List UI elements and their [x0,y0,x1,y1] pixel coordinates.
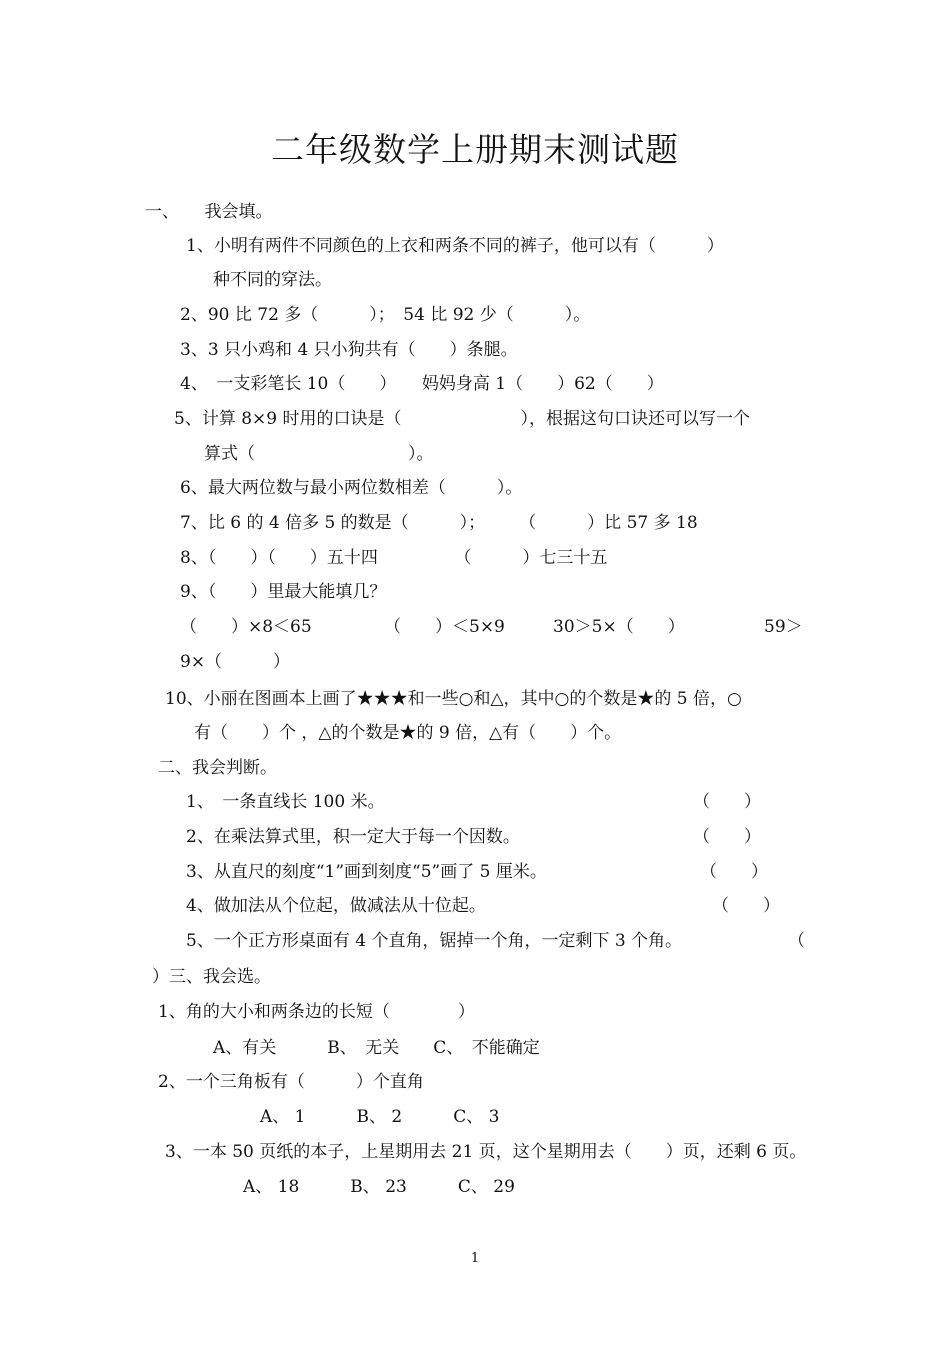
judge-item-1: 1、 一条直线长 100 米。 [186,792,385,812]
question-9-item-d-cont: 9×（ ） [180,652,291,672]
question-9-item-d: 59＞ [764,617,803,637]
choice-question-1: 1、角的大小和两条边的长短（ ） [158,1002,475,1022]
choice-question-3: 3、一本 50 页纸的本子，上星期用去 21 页，这个星期用去（ ）页，还剩 6 页。 [165,1142,807,1162]
choice-question-3-options: A、 18 B、 23 C、 29 [243,1177,515,1197]
question-7: 7、比 6 的 4 倍多 5 的数是（ ）； （ ）比 57 多 18 [180,513,698,533]
question-9-item-c: 30＞5×（ ） [553,617,685,637]
section-heading-choose: ）三、我会选。 [152,967,271,987]
question-5-line-2: 算式（ ）。 [204,444,434,464]
question-5-line-1: 5、计算 8×9 时用的口诀是（ ），根据这句口诀还可以写一个 [174,409,750,429]
question-2: 2、90 比 72 多（ ）； 54 比 92 少（ ）。 [180,305,591,325]
judge-item-4-paren: （ ） [712,896,780,916]
page-number: 1 [470,1251,480,1266]
question-9-item-b: （ ）＜5×9 [384,617,505,637]
choice-question-1-options: A、有关 B、 无关 C、 不能确定 [213,1038,540,1058]
judge-item-5: 5、一个正方形桌面有 4 个直角，锯掉一个角，一定剩下 3 个角。 [186,931,683,951]
question-9: 9、（ ）里最大能填几？ [180,582,387,602]
judge-item-1-paren: （ ） [693,792,761,812]
question-3: 3、3 只小鸡和 4 只小狗共有（ ）条腿。 [180,340,518,360]
judge-item-2-paren: （ ） [693,827,761,847]
question-9-item-a: （ ）×8＜65 [180,617,312,637]
judge-item-2: 2、在乘法算式里，积一定大于每一个因数。 [186,827,520,847]
question-6: 6、最大两位数与最小两位数相差（ ）。 [180,478,523,498]
choice-question-2: 2、一个三角板有（ ）个直角 [158,1072,424,1092]
section-heading-judge: 二、我会判断。 [158,758,277,778]
page-title: 二年级数学上册期末测试题 [271,130,679,169]
question-4: 4、 一支彩笔长 10（ ） 妈妈身高 1（ ）62（ ） [180,374,664,394]
judge-item-3: 3、从直尺的刻度“1”画到刻度“5”画了 5 厘米。 [186,862,547,882]
judge-item-3-paren: （ ） [700,862,768,882]
judge-item-4: 4、做加法从个位起，做减法从十位起。 [186,896,486,916]
question-10-line-2: 有（ ）个 ，△的个数是★的 9 倍，△有（ ）个。 [194,723,622,743]
choice-question-2-options: A、 1 B、 2 C、 3 [260,1107,500,1127]
judge-item-5-paren: （ [788,931,805,951]
question-1-line-1: 1、小明有两件不同颜色的上衣和两条不同的裤子，他可以有（ ） [186,236,724,256]
question-1-line-2: 种不同的穿法。 [213,270,332,290]
section-heading-fill: 一、 我会填。 [145,202,273,222]
question-10-line-1: 10、小丽在图画本上画了★★★和一些○和△，其中○的个数是★的 5 倍，○ [165,689,742,709]
question-8: 8、（ ）（ ）五十四 （ ）七三十五 [180,548,608,568]
